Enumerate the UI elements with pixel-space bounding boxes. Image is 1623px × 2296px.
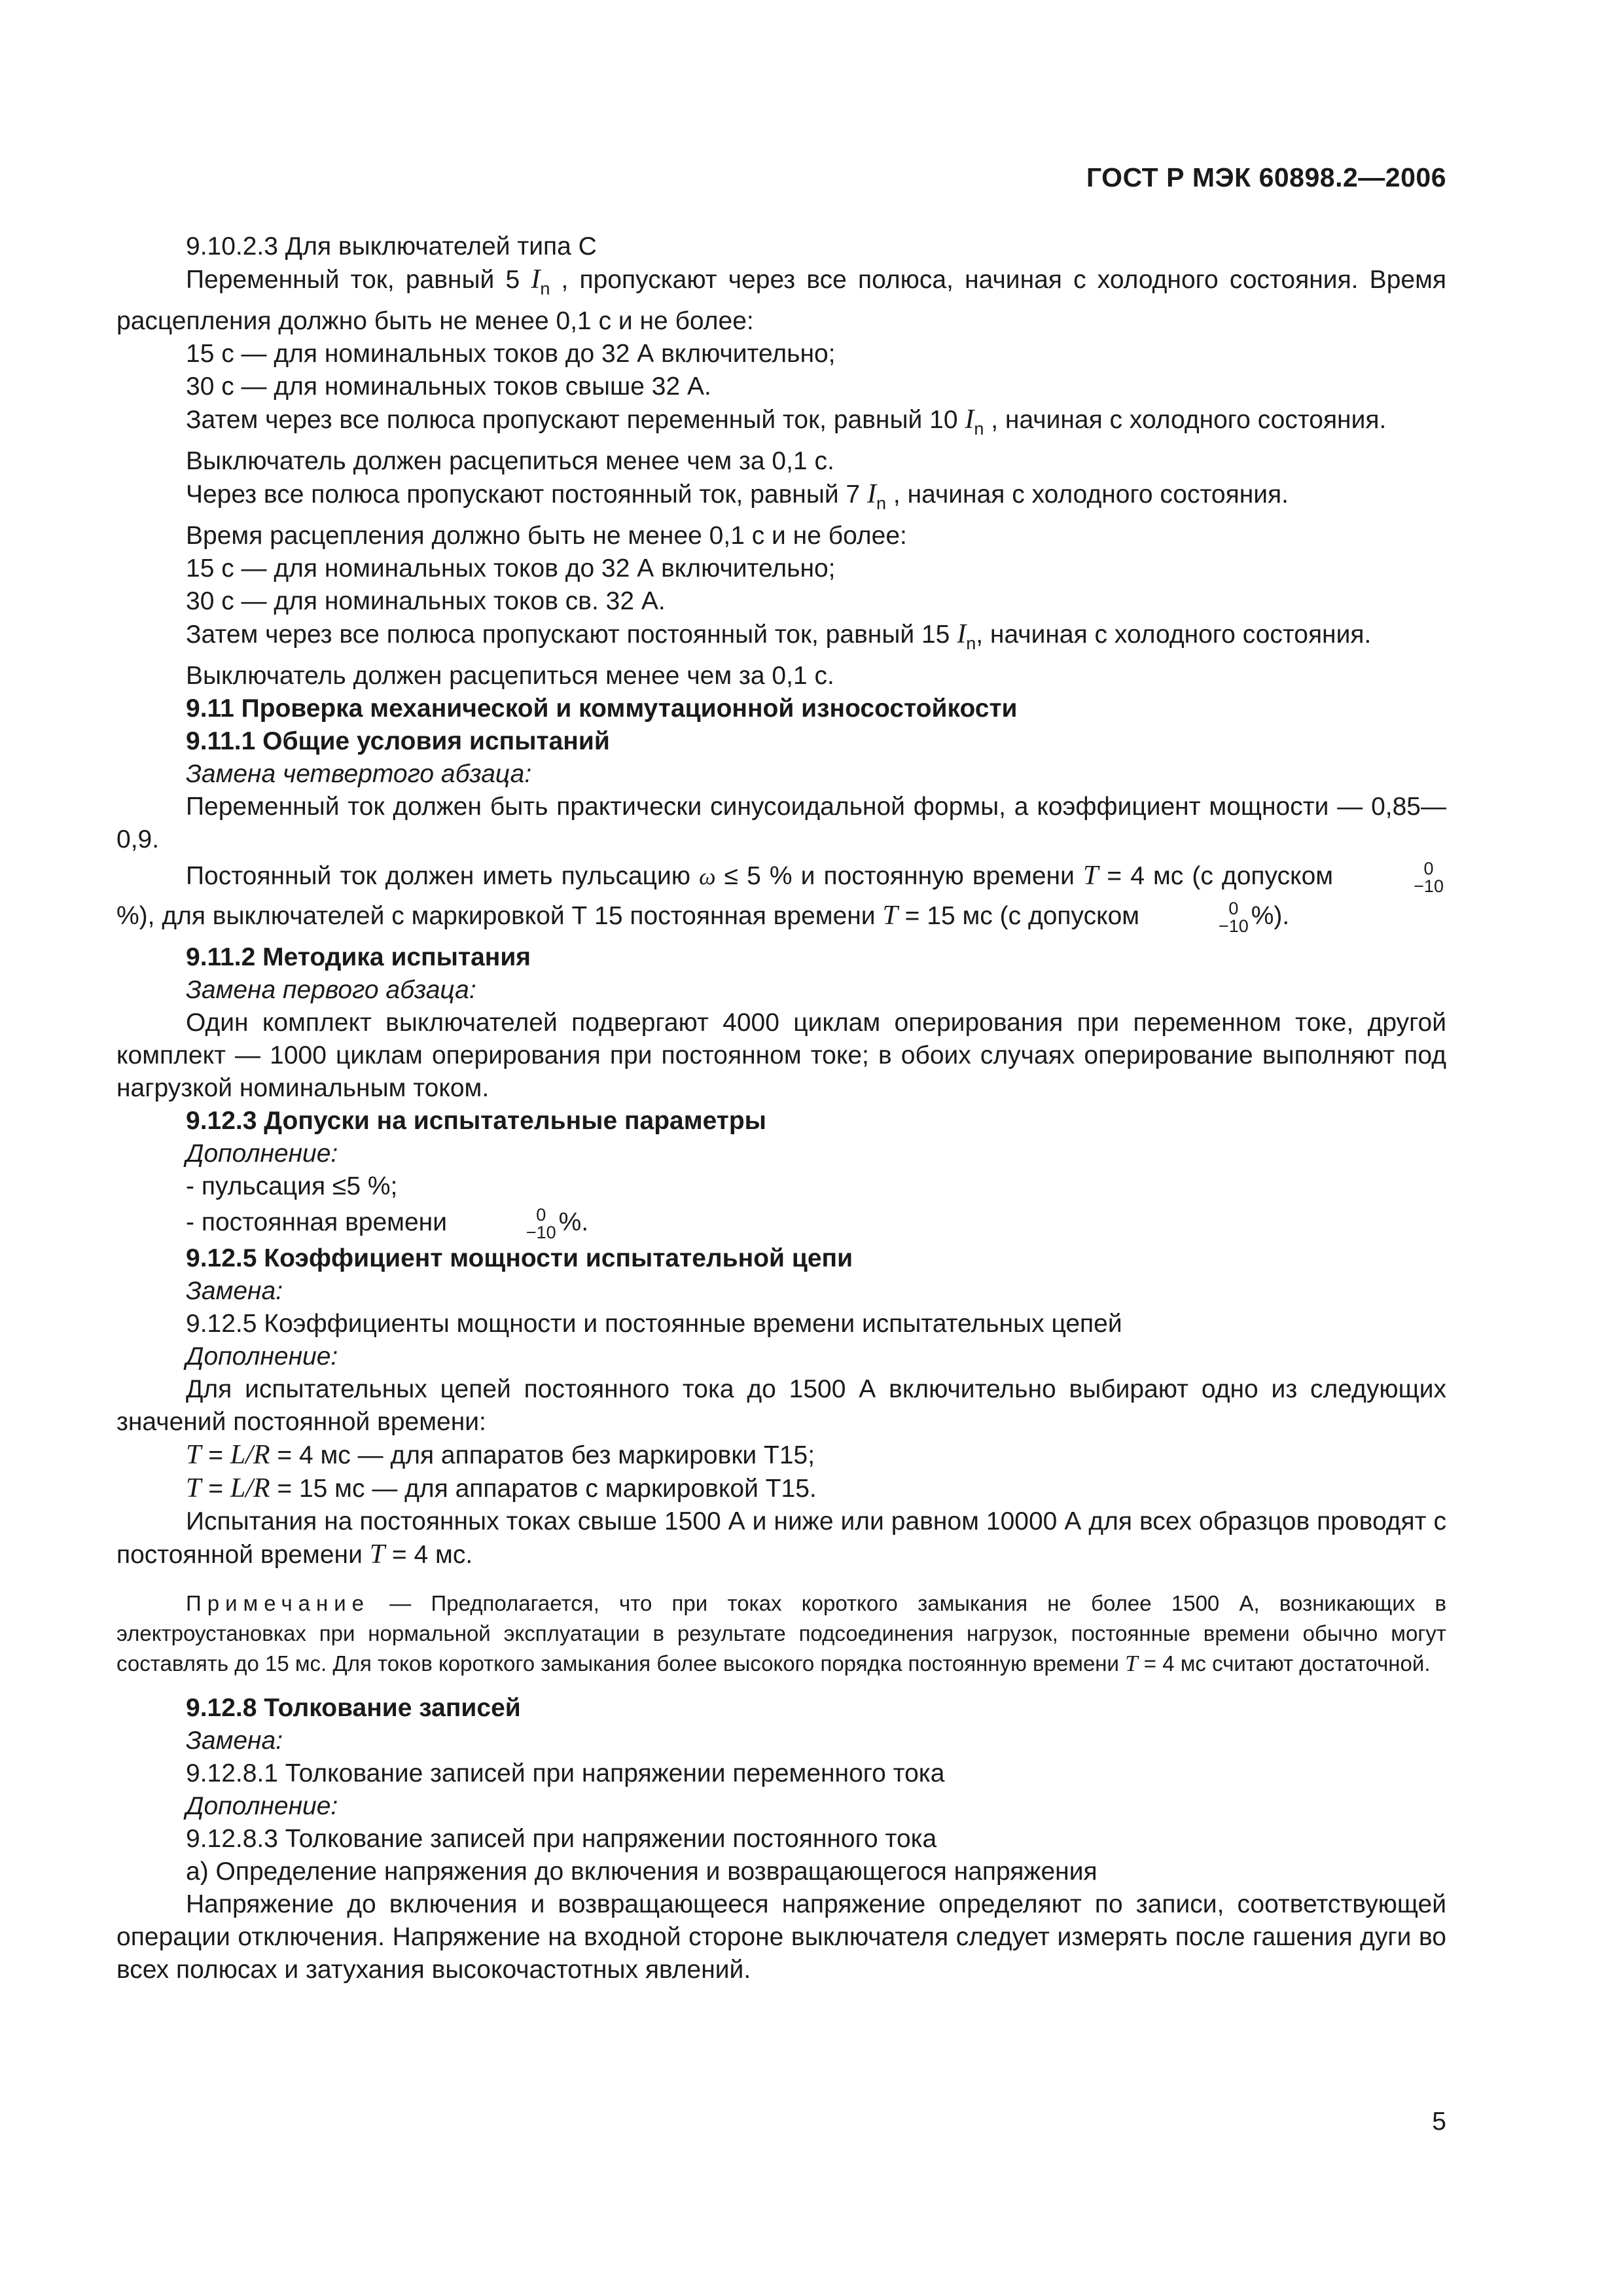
paragraph: Напряжение до включения и возвращающееся напряжение определяют по записи, соответствующей операции отключения. Напряжение на входной стороне выключателя следует измерять после гашения дуги во всех полюсах и затухания высокочастотных явлений. (116, 1890, 1446, 1984)
paragraph: 9.12.5 Коэффициенты мощности и постоянные времени испытательных цепей (186, 1310, 1122, 1338)
note-label: Примечание (186, 1591, 370, 1615)
subsection-heading: 9.12.3 Допуски на испытательные параметры (186, 1107, 766, 1135)
tolerance: 0 −10 (1414, 858, 1444, 896)
amendment-label: Замена четвертого абзаца: (186, 760, 532, 788)
list-item: 15 с — для номинальных токов до 32 А включительно; (186, 554, 836, 583)
amendment-label: Дополнение: (186, 1792, 338, 1820)
list-item: 30 с — для номинальных токов свыше 32 А. (186, 372, 711, 401)
list-item: - пульсация ≤5 %; (186, 1172, 398, 1200)
paragraph: Испытания на постоянных токах свыше 1500 А и ниже или равном 10000 А для всех образцов проводят с постоянной времени T = 4 мс. (116, 1507, 1446, 1570)
paragraph: Время расцепления должно быть не менее 0,1 с и не более: (186, 522, 907, 550)
list-item: - постоянная времени 0 −10 %. (186, 1204, 589, 1242)
amendment-label: Дополнение: (186, 1342, 338, 1371)
subsection-heading: 9.11.2 Методика испытания (186, 943, 531, 971)
formula-line: T = L/R = 15 мс — для аппаратов с маркировкой Т15. (186, 1473, 817, 1503)
paragraph: а) Определение напряжения до включения и возвращающегося напряжения (186, 1857, 1097, 1886)
clause-title: 9.10.2.3 Для выключателей типа С (186, 232, 597, 260)
paragraph: Выключатель должен расцепиться менее чем за 0,1 с. (186, 447, 834, 475)
section-heading: 9.11 Проверка механической и коммутационной износостойкости (186, 694, 1018, 723)
paragraph: Переменный ток, равный 5 $I_n$ , пропускают через все полюса, начиная с холодного состояния. Время расцепления должно быть не менее 0,1 с и не более: (116, 264, 1447, 335)
amendment-label: Замена: (186, 1727, 283, 1755)
document-body (116, 230, 1446, 1986)
subsection-heading: 9.12.5 Коэффициент мощности испытательной цепи (186, 1244, 853, 1272)
paragraph: Переменный ток должен быть практически синусоидальной формы, а коэффициент мощности — 0,85—0,9. (116, 793, 1446, 853)
subsection-heading: 9.12.8 Толкование записей (186, 1694, 521, 1722)
note: Примечание — Предполагается, что при токах короткого замыкания не более 1500 А, возникающих в электроустановках при нормальной эксплуатации в результате подсоединения нагрузок, постоянные времени обычно могут составлять до 15 мс. Для токов короткого замыкания более высокого порядка постоянную времени T = 4 мс считают достаточной. (116, 1591, 1446, 1676)
paragraph: Затем через все полюса пропускают постоянный ток, равный 15 $I_n$, начиная с холодного состояния. (186, 619, 1372, 653)
paragraph: Через все полюса пропускают постоянный ток, равный 7 $I_n$ , начиная с холодного состояния. (186, 479, 1289, 513)
paragraph: Один комплект выключателей подвергают 4000 циклам оперирования при переменном токе, другой комплект — 1000 циклам оперирования при постоянном токе; в обоих случаях оперирование выполняют под нагрузкой номинальным током. (116, 1009, 1446, 1102)
list-item: 30 с — для номинальных токов св. 32 А. (186, 587, 666, 615)
paragraph: Затем через все полюса пропускают переменный ток, равный 10 $I_n$ , начиная с холодного состояния. (186, 404, 1387, 439)
tolerance: 0 −10 (526, 1204, 556, 1242)
page-number: 5 (1432, 2108, 1446, 2136)
paragraph: Для испытательных цепей постоянного тока до 1500 А включительно выбирают одно из следующих значений постоянной времени: (116, 1375, 1446, 1436)
amendment-label: Дополнение: (186, 1139, 338, 1168)
document-header: ГОСТ Р МЭК 60898.2—2006 (1086, 162, 1446, 192)
subsection-heading: 9.11.1 Общие условия испытаний (186, 727, 610, 755)
list-item: 15 с — для номинальных токов до 32 А включительно; (186, 340, 836, 368)
paragraph: 9.12.8.1 Толкование записей при напряжении переменного тока (186, 1759, 945, 1787)
amendment-label: Замена: (186, 1277, 283, 1305)
paragraph: Постоянный ток должен иметь пульсацию ω ≤ 5 % и постоянную времени T = 4 мс (с допуском 0 −10 %), для выключателей с маркировкой Т 15 постоянная времени T = 15 мс (с допуском 0 −10 %). (116, 858, 1444, 936)
paragraph: Выключатель должен расцепиться менее чем за 0,1 с. (186, 662, 834, 690)
tolerance: 0 −10 (1218, 898, 1249, 936)
amendment-label: Замена первого абзаца: (186, 976, 476, 1004)
formula-line: T = L/R = 4 мс — для аппаратов без маркировки Т15; (186, 1440, 815, 1470)
paragraph: 9.12.8.3 Толкование записей при напряжении постоянного тока (186, 1825, 937, 1853)
